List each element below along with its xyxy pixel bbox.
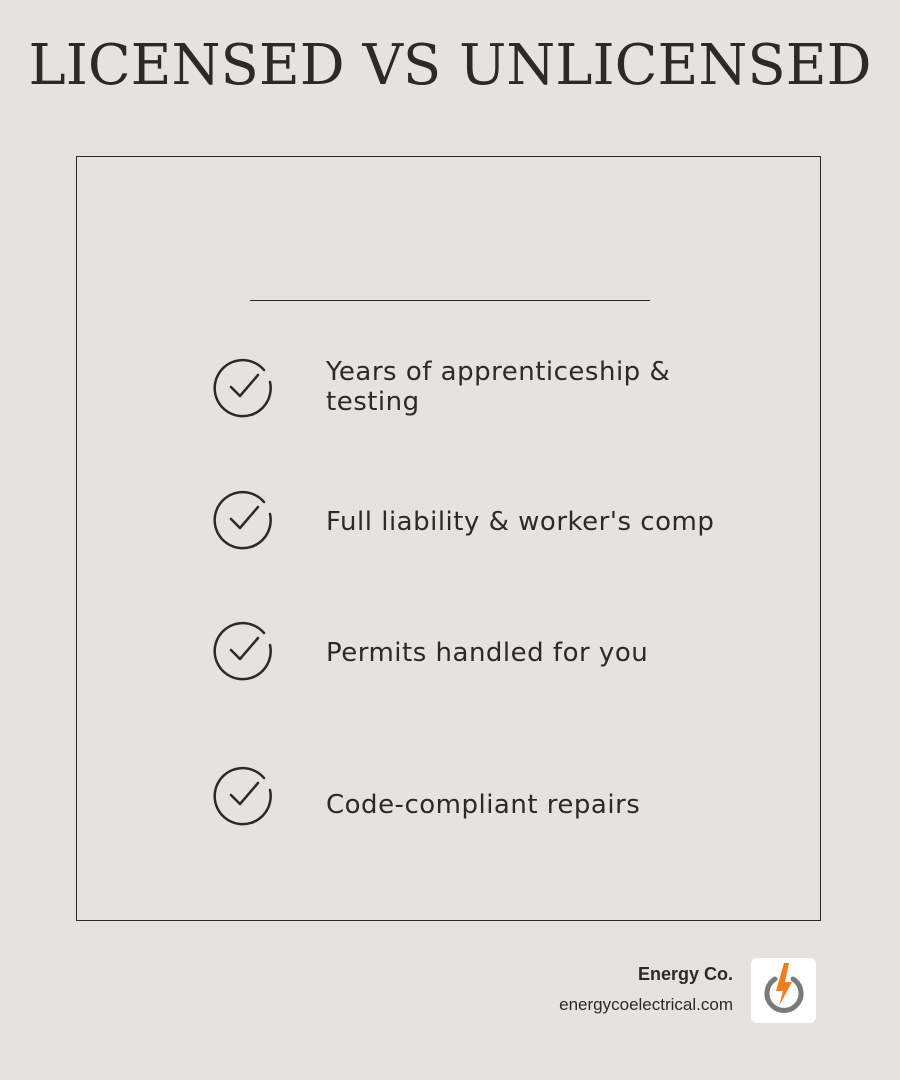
- list-item: [0, 0, 900, 80]
- brand-name: Energy Co.: [637, 964, 733, 984]
- list-item-label: Years of apprenticeship & testing: [326, 357, 671, 417]
- page-title: LICENSED VS UNLICENSED: [28, 33, 872, 98]
- list-item-label: Full liability & worker's comp: [326, 507, 715, 537]
- brand-logo: [751, 958, 816, 1023]
- check-circle-icon: [212, 356, 274, 418]
- check-circle-icon: [212, 619, 274, 681]
- website-link[interactable]: energycoelectrical.com: [559, 995, 733, 1014]
- divider-line: [250, 300, 650, 301]
- list-item-label: Permits handled for you: [326, 638, 649, 668]
- check-circle-icon: [212, 764, 274, 826]
- power-bolt-icon: [751, 958, 816, 1023]
- check-circle-icon: [212, 488, 274, 550]
- list-item-label: Code-compliant repairs: [326, 790, 641, 820]
